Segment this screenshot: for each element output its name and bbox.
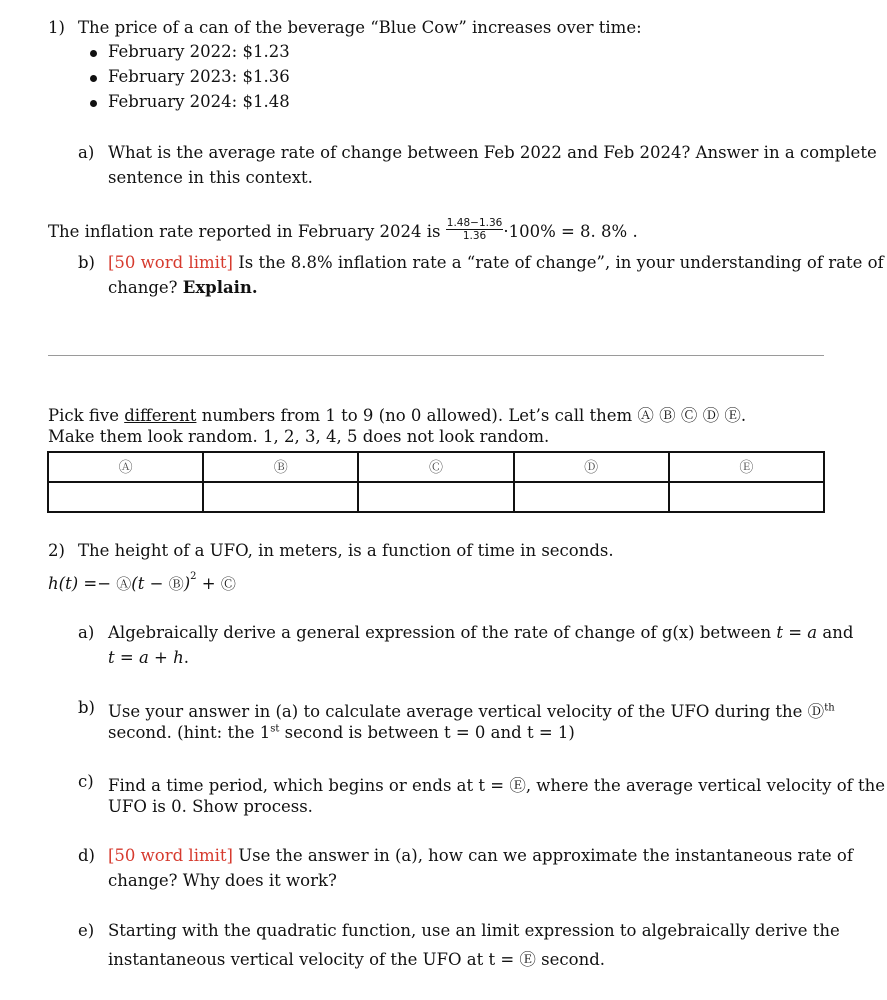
header-d: Ⓓ — [514, 452, 669, 482]
q2b-line1 — [108, 698, 835, 722]
fraction-denominator: 1.36 — [462, 230, 487, 242]
price-item: February 2022: $1.23 — [108, 42, 290, 61]
q1b-text: Is the 8.8% inflation rate a “rate of change”, in your understanding of rate of — [232, 253, 884, 272]
q2b-label: b) — [78, 698, 95, 717]
q2a-text: Algebraically derive a general expression of the rate of change of g(x) between — [108, 623, 777, 642]
q2d-text: Use the answer in (a), how can we approximate the instantaneous rate of — [232, 846, 853, 865]
q2b-sup: th — [824, 702, 835, 714]
formula-a: Ⓐ — [116, 575, 132, 593]
table-header-row — [48, 452, 824, 482]
header-a: Ⓐ — [48, 452, 203, 482]
q2a-line2 — [108, 648, 189, 667]
q2b-line2-sup: st — [270, 723, 280, 735]
q1-intro: The price of a can of the beverage “Blue Cow” increases over time: — [78, 18, 642, 37]
formula-lhs: h(t) =− — [48, 574, 117, 593]
q2b-line2-post: second is between t = 0 and t = 1) — [279, 723, 575, 742]
height-formula — [48, 570, 236, 594]
formula-plus: + — [196, 574, 221, 593]
word-limit-tag: [50 word limit] — [108, 253, 233, 272]
q2d-line1 — [108, 846, 853, 865]
bullet-icon — [90, 50, 97, 57]
section-divider — [48, 355, 824, 356]
q1a-label: a) — [78, 143, 95, 162]
q2b-text: Use your answer in (a) to calculate average vertical velocity of the UFO during the Ⓓ — [108, 702, 825, 721]
pick-line2: Make them look random. 1, 2, 3, 4, 5 does not look random. — [48, 427, 550, 446]
input-cell-b[interactable] — [203, 482, 358, 512]
q1a-line2: sentence in this context. — [108, 168, 313, 187]
header-c: Ⓒ — [358, 452, 513, 482]
q2-intro: The height of a UFO, in meters, is a function of time in seconds. — [78, 541, 614, 560]
q2d-line2: change? Why does it work? — [108, 871, 337, 890]
q2-number: 2) — [48, 541, 65, 560]
fraction-numerator: 1.48−1.36 — [446, 217, 503, 229]
q2a-line2-end: . — [183, 648, 189, 667]
q2c-line1: Find a time period, which begins or ends at t = Ⓔ, where the average vertical velocity of the — [108, 776, 886, 795]
header-b: Ⓑ — [203, 452, 358, 482]
inflation-fraction — [446, 217, 504, 242]
price-item: February 2023: $1.36 — [108, 67, 290, 86]
table-input-row — [48, 482, 824, 512]
q1b-line2-text: change? — [108, 278, 183, 297]
inflation-statement — [48, 217, 638, 242]
q2e-line1: Starting with the quadratic function, use an limit expression to algebraically derive the — [108, 921, 840, 940]
q2a-math1: t = a — [776, 623, 818, 642]
pick-different: different — [124, 406, 197, 425]
input-cell-a[interactable] — [48, 482, 203, 512]
formula-b: Ⓑ — [168, 575, 184, 593]
input-cell-d[interactable] — [514, 482, 669, 512]
q1b-label: b) — [78, 253, 95, 272]
formula-c: Ⓒ — [220, 575, 236, 593]
number-table — [47, 451, 825, 513]
q2a-math2: t = a + h — [108, 648, 184, 667]
header-e: Ⓔ — [669, 452, 824, 482]
q2d-label: d) — [78, 846, 95, 865]
q2c-label: c) — [78, 772, 94, 791]
q2b-line2-pre: second. (hint: the 1 — [108, 723, 271, 742]
bullet-icon — [90, 75, 97, 82]
pick-line1-post: numbers from 1 to 9 (no 0 allowed). Let’s call them Ⓐ Ⓑ Ⓒ Ⓓ Ⓔ. — [196, 406, 747, 425]
inflation-prefix: The inflation rate reported in February 2024 is — [48, 222, 441, 241]
bullet-icon — [90, 100, 97, 107]
q1b-line1 — [108, 253, 884, 272]
q2e-line2: instantaneous vertical velocity of the UFO at t = Ⓔ second. — [108, 950, 606, 969]
q2c-line2: UFO is 0. Show process. — [108, 797, 313, 816]
q1b-line2 — [108, 278, 258, 297]
q1b-explain: Explain. — [182, 278, 258, 297]
q1a-line1: What is the average rate of change between Feb 2022 and Feb 2024? Answer in a complete — [108, 143, 877, 162]
formula-close: ) — [183, 574, 191, 593]
formula-mid: (t − — [131, 574, 169, 593]
pick-line1 — [48, 402, 746, 426]
formula-exponent: 2 — [190, 570, 197, 582]
input-cell-c[interactable] — [358, 482, 513, 512]
input-cell-e[interactable] — [669, 482, 824, 512]
q2a-label: a) — [78, 623, 95, 642]
inflation-suffix: ·100% = 8. 8% . — [503, 222, 638, 241]
q2b-line2 — [108, 723, 575, 742]
price-item: February 2024: $1.48 — [108, 92, 290, 111]
word-limit-tag: [50 word limit] — [108, 846, 233, 865]
q1-number: 1) — [48, 18, 65, 37]
pick-line1-pre: Pick five — [48, 406, 125, 425]
q2e-label: e) — [78, 921, 95, 940]
q2a-line1 — [108, 623, 853, 642]
q2a-end: and — [817, 623, 854, 642]
